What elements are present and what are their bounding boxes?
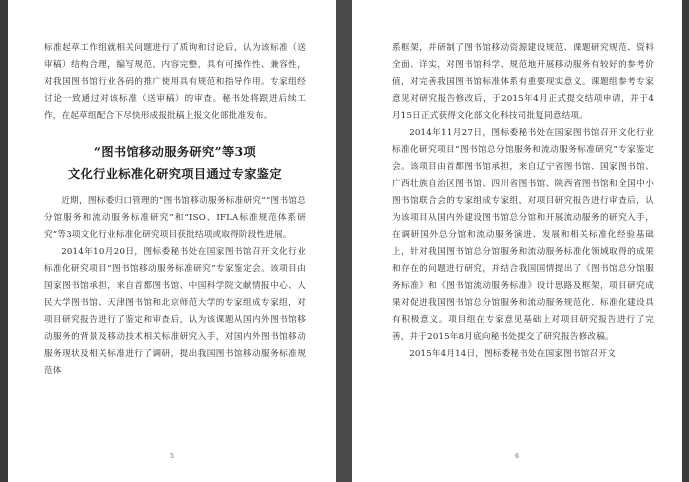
section-heading-line-1: “图书馆移动服务研究”等3项 — [93, 145, 257, 159]
left-page — [8, 0, 336, 482]
section-heading-line-2: 文化行业标准化研究项目通过专家鉴定 — [68, 167, 282, 181]
left-page-number: 5 — [170, 453, 174, 460]
left-paragraph-2: 近期，图标委归口管理的“图书馆移动服务标准研究”“图书馆总分馆服务和流动服务标准研究”和“ISO、IFLA标准规范体系研究”等3项文化行业标准化研究项目获批结项或取得阶段性进展。 — [44, 196, 306, 240]
right-paragraph-3: 2015年4月14日，图标委秘书处在国家图书馆召开文 — [409, 349, 616, 359]
page-gutter — [336, 0, 352, 482]
right-paragraph-1: 系框架，并研制了图书馆移动资源建设规范、课题研究规范、资料全面、详实，对图书馆科学、规范地开展移动服务有较好的参考价值，对完善我国图书馆标准体系有重要现实意义。课题组参考专家意见对研究报告修改后，于2015年4月正式提交结项申请，并于4月15日正式获得文化部文化科技司批复同意结项。 — [392, 43, 654, 121]
right-paragraph-2: 2014年11月27日，图标委秘书处在国家图书馆召开文化行业标准化研究项目“图书馆总分馆服务和流动服务标准研究”专家鉴定会。该项目由首都图书馆承担，来自辽宁省图书馆、国家图书馆、广西壮族自治区图书馆、四川省图书馆、陕西省图书馆和全国中小图书馆联合会的专家组成专家组，对项目研究报告进行审查后，认为该项目从国内外建设图书馆总分馆和开展流动服务的研究入手，在调研国外总分馆和流动服务演进、发展和相关标准化经验基础上，针对我国图书馆总分馆服务和流动服务标准化领域取得的成果和存在的问题进行研究，并结合我国国情提出了《图书馆总分馆服务标准》和《图书馆流动服务标准》设计思路及框架，项目研究成果对促进我国图书馆总分馆服务和流动服务规范化、标准化建设具有积极意义。项目组在专家意见基础上对项目研究报告进行了完善，并于2015年8月底向秘书处提交了研究报告修改稿。 — [392, 128, 654, 342]
left-paragraph-1: 标准起草工作组就相关问题进行了质询和讨论后，认为该标准（送审稿）结构合理，编写规范，内容完整，具有可操作性、兼容性，对我国图书馆行业各码的推广使用具有规范和指导作用。专家组经讨论一致通过对该标准（送审稿）的审查。秘书处将跟进后续工作，在起草组配合下尽快形成报批稿上报文化部批准发布。 — [44, 43, 306, 121]
left-paragraph-3: 2014年10月20日，图标委秘书处在国家图书馆召开文化行业标准化研究项目“图书馆移动服务标准研究”专家鉴定会。该项目由国家图书馆承担，来自首都图书馆、中国科学院文献情报中心、人民大学图书馆、天津图书馆和北京师范大学的专家组成专家组，对项目研究报告进行了鉴定和审查后，认为该课题从国内外图书馆移动服务的背景及移动技术相关标准研究入手，对国内外图书馆移动服务现状及相关标准进行了调研，提出我国图书馆移动服务标准规范体 — [44, 247, 306, 376]
right-page-number: 6 — [515, 453, 519, 460]
right-page — [352, 0, 682, 482]
